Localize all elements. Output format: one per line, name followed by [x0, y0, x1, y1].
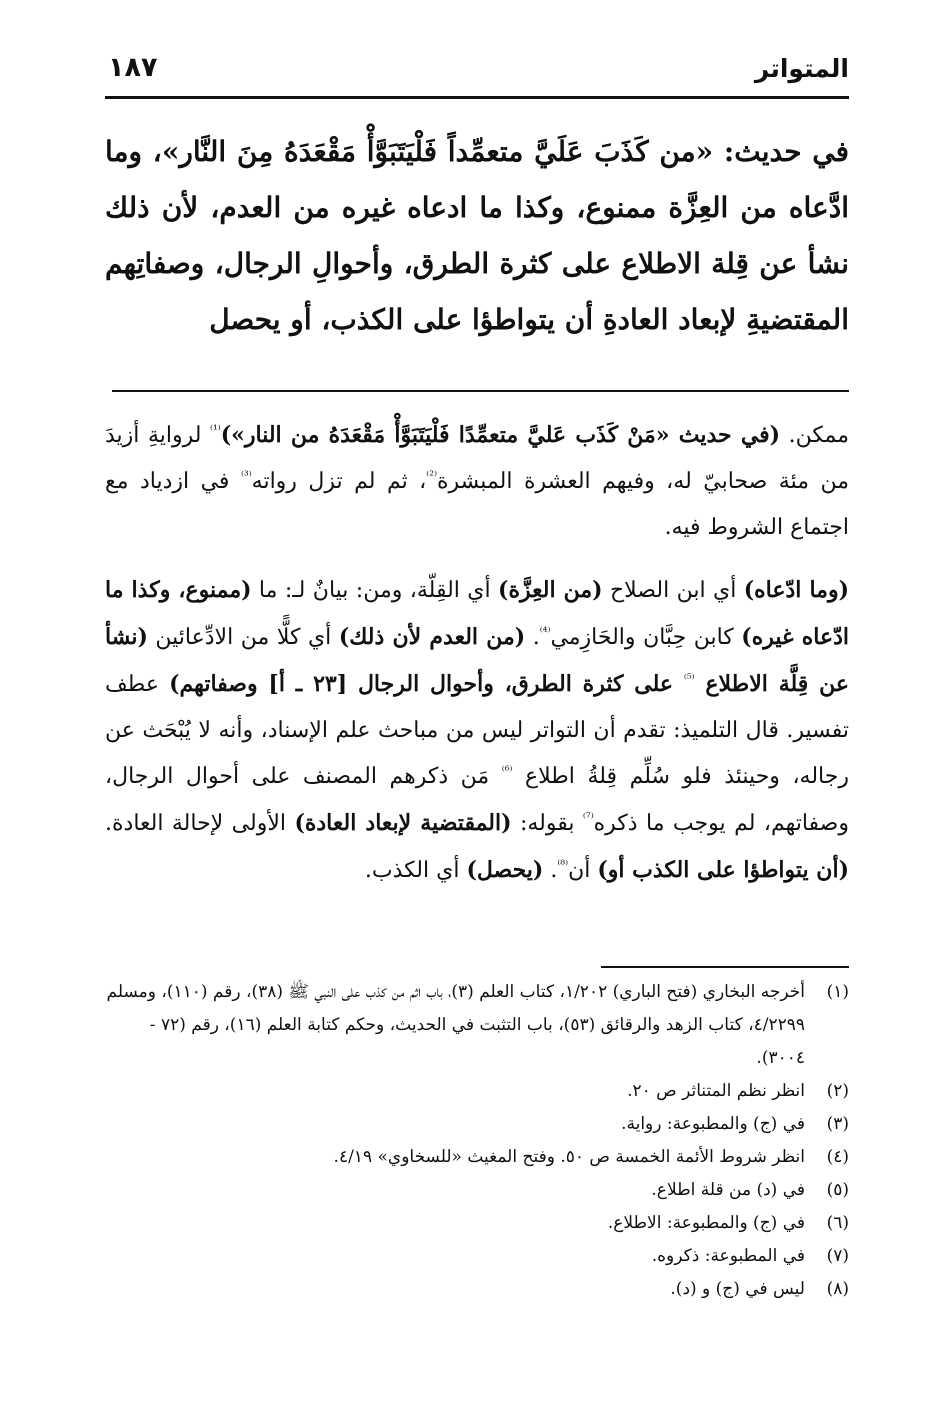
- header-rule: [105, 96, 849, 99]
- footnote-text: انظر نظم المتناثر ص ٢٠.: [627, 1081, 805, 1101]
- footnote-text: انظر شروط الأئمة الخمسة ص ٥٠. وفتح المغيث «للسخاوي» ٤/١٩.: [333, 1147, 805, 1167]
- quoted-matn: (وما ادّعاه): [743, 577, 849, 603]
- quoted-matn: (من العِزَّة): [498, 577, 603, 603]
- footnote: [105, 1075, 849, 1108]
- commentary-text: ، ثم لم تزل رواته: [251, 469, 427, 494]
- quoted-matn: على كثرة الطرق، وأحوال الرجال [٢٣ ـ أ] وصفاتهم): [169, 671, 684, 697]
- footnote-text: في (د) من قلة اطلاع.: [651, 1180, 805, 1200]
- quoted-matn: (من العدم لأن ذلك): [338, 624, 526, 650]
- commentary-text: أي الكذب.: [364, 858, 467, 883]
- commentary-text: أي ابن الصلاح: [602, 578, 744, 603]
- commentary-paragraph-2: [105, 567, 849, 894]
- footnote: [105, 1108, 849, 1141]
- commentary-text: أي كلًّا من الادِّعائين: [147, 625, 339, 650]
- footnote: [105, 1141, 849, 1174]
- footnote-text: في (ج) والمطبوعة: رواية.: [621, 1114, 805, 1134]
- commentary-text: بقوله:: [511, 811, 583, 836]
- separator-rule: [112, 390, 849, 392]
- commentary-text: أن: [568, 858, 598, 883]
- footnote-rule: [601, 966, 849, 968]
- footnote: [105, 976, 849, 1075]
- quoted-matn: (المقتضية لإبعاد العادة): [294, 810, 512, 836]
- commentary-text: لروايةِ أزيدَ من مئة صحابيّ له، وفيهم العشرة المبشرة: [105, 423, 849, 494]
- quoted-matn: (يحصل): [466, 857, 544, 883]
- footnotes: [105, 976, 849, 1306]
- commentary-paragraph-1: [105, 412, 849, 551]
- footnote-ref: ⁽¹⁾: [209, 422, 221, 437]
- footnote-number: (٣): [826, 1114, 849, 1134]
- footnote-ref: ⁽⁴⁾: [539, 624, 551, 639]
- footnote-text: ليس في (ج) و (د).: [670, 1279, 805, 1299]
- footnote-number: (٤): [826, 1147, 849, 1167]
- footnote-number: (٨): [826, 1279, 849, 1299]
- quoted-matn: (ممنوع، وكذا ما ادّعاه غيره): [105, 577, 849, 650]
- chapter-title: المتواتر: [754, 54, 849, 83]
- quoted-matn: (في حديث «مَنْ كَذَب عَليَّ متعمِّدًا فَلْيَتَبَوَّأْ مَقْعَدَهُ من النار»): [220, 422, 781, 448]
- commentary-text: أي القِلّة، ومن: بيانٌ لـ: ما: [251, 578, 499, 603]
- footnote-ref: ⁽⁵⁾: [683, 671, 695, 686]
- commentary-text: في ازدياد مع اجتماع الشروط فيه.: [105, 469, 849, 540]
- page-number: ١٨٧: [108, 52, 158, 83]
- footnote-ref: ⁽²⁾: [426, 468, 438, 483]
- commentary-text: مَن ذكرهم المصنف على أحوال الرجال، وصفاتهم، لم يوجب ما ذكره: [105, 764, 849, 836]
- footnote-number: (٢): [826, 1081, 849, 1101]
- commentary-text: ممكن.: [780, 423, 850, 448]
- footnote-ref: ⁽³⁾: [240, 468, 252, 483]
- footnote-ref: ⁽⁶⁾: [501, 763, 513, 778]
- footnote-number: (٥): [826, 1180, 849, 1200]
- footnote: [105, 1273, 849, 1306]
- matn-text: في حديث: «من كَذَبَ عَلَيَّ متعمِّداً فَلْيَتَبَوَّأْ مَقْعَدَهُ مِنَ النَّار»، وما ادَّعاه من العِزَّة ممنوع، وكذا ما ادعاه غيره من العدم، لأن ذلك نشأ عن قِلة الاطلاع على كثرة الطرق، وأحوالِ الرجال، وصفاتِهم المقتضيةِ لإبعاد العادةِ أن يتواطؤا على الكذب، أو يحصل: [105, 135, 849, 336]
- footnote: [105, 1174, 849, 1207]
- footnote-number: (٦): [826, 1213, 849, 1233]
- commentary: [105, 412, 849, 910]
- footnote: [105, 1240, 849, 1273]
- commentary-text: .: [525, 625, 540, 650]
- commentary-text: الأولى لإحالة العادة.: [105, 811, 295, 836]
- footnote-number: (٧): [826, 1246, 849, 1266]
- running-header: [108, 52, 849, 92]
- footnote-number: (١): [826, 982, 849, 1002]
- footnote-text: أخرجه البخاري (فتح الباري) ١/٢٠٢، كتاب العلم (٣)، باب اثم من كذب على النبي ﷺ (٣٨)، رقم (١١٠)، ومسلم ٤/٢٢٩٩، كتاب الزهد والرقائق (٥٣)، باب التثبت في الحديث، وحكم كتابة العلم (١٦)، رقم (٧٢ - ٣٠٠٤).: [106, 982, 805, 1068]
- footnote-ref: ⁽⁷⁾: [582, 810, 594, 825]
- footnote: [105, 1207, 849, 1240]
- commentary-text: كابن حِبَّان والحَازِمي: [550, 625, 742, 650]
- footnote-text: في (ج) والمطبوعة: الاطلاع.: [607, 1213, 805, 1233]
- commentary-text: عطف تفسير. قال التلميذ: تقدم أن التواتر ليس من مباحث علم الإسناد، وأنه لا يُبْحَث عن رجاله، وحينئذ فلو سُلِّم قِلةُ اطلاع: [105, 672, 849, 789]
- footnote-ref: ⁽⁸⁾: [557, 857, 569, 872]
- footnote-text: في المطبوعة: ذكروه.: [651, 1246, 805, 1266]
- quoted-matn: (نشأ عن قِلَّة الاطلاع: [105, 624, 849, 697]
- commentary-text: .: [543, 858, 558, 883]
- quoted-matn: (أن يتواطؤا على الكذب أو): [597, 857, 849, 883]
